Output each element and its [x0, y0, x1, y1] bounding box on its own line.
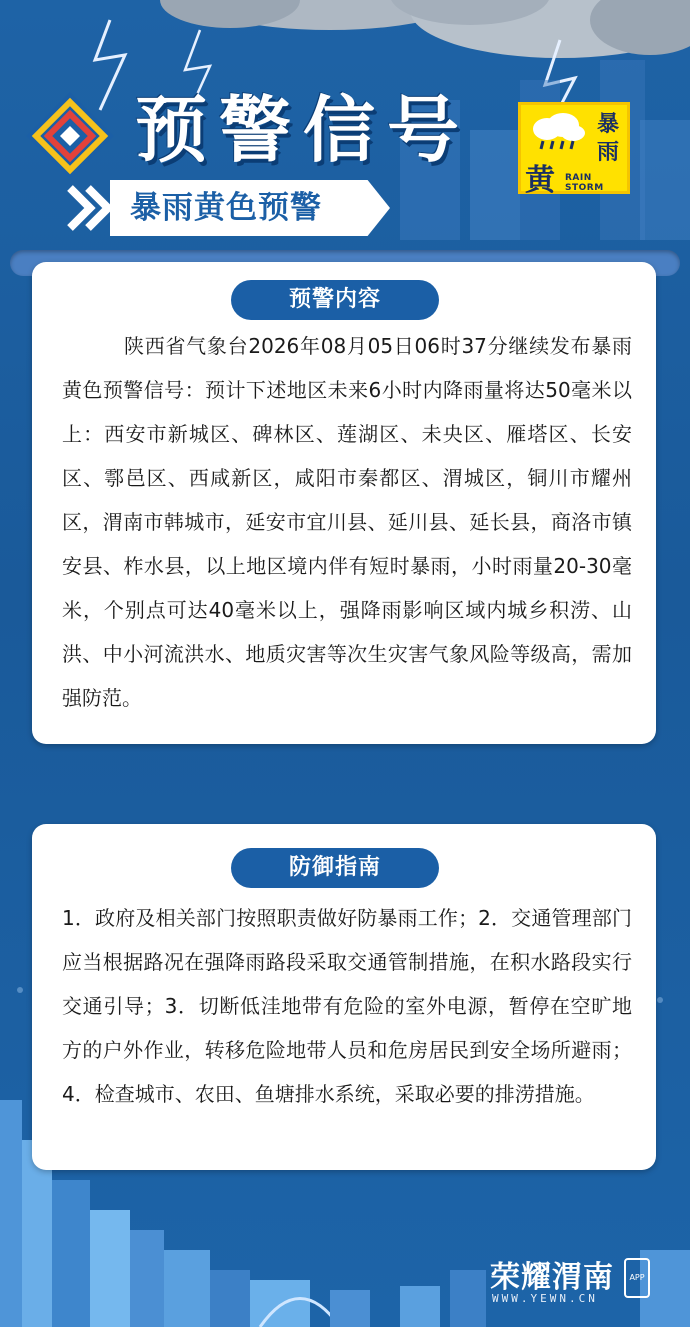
warning-content-heading: 预警内容 — [231, 280, 439, 320]
defense-guide-heading: 防御指南 — [231, 848, 439, 888]
watermark-url: WWW.YEWN.CN — [492, 1292, 598, 1305]
badge-char-rain: 雨 — [597, 140, 620, 165]
watermark — [490, 1252, 660, 1312]
defense-guide-card — [32, 824, 656, 1170]
rain-cloud-icon — [527, 113, 589, 153]
watermark-app-icon: APP — [624, 1258, 650, 1298]
meteorological-logo-icon — [22, 88, 118, 184]
warning-content-text: 陕西省气象台2026年08月05日06时37分继续发布暴雨黄色预警信号：预计下述地区未来6小时内降雨量将达50毫米以上：西安市新城区、碑林区、莲湖区、未央区、雁塔区、长安区、鄠邑区、西咸新区，咸阳市秦都区、渭城区，铜川市耀州区，渭南市韩城市，延安市宜川县、延川县、延长县，商洛市镇安县、柞水县，以上地区境内伴有短时暴雨，小时雨量20-30毫米，个别点可达40毫米以上，强降雨影响区域内城乡积涝、山洪、中小河流洪水、地质灾害等次生灾害气象风险等级高，需加强防范。 — [62, 334, 632, 710]
warning-subtitle: 暴雨黄色预警 — [130, 190, 322, 226]
defense-guide-text: 1．政府及相关部门按照职责做好防暴雨工作；2．交通管理部门应当根据路况在强降雨路段采取交通管制措施，在积水路段实行交通引导；3．切断低洼地带有危险的室外电源，暂停在空旷地方的户外作业，转移危险地带人员和危房居民到安全场所避雨；4．检查城市、农田、鱼塘排水系统，采取必要的排涝措施。 — [62, 906, 632, 1106]
page-title: 预警信号 — [135, 88, 472, 172]
badge-english-label: RAIN STORM — [565, 173, 604, 193]
rainstorm-yellow-badge — [518, 102, 630, 198]
watermark-name: 荣耀渭南 — [490, 1260, 614, 1295]
warning-content-card — [32, 262, 656, 744]
badge-char-yellow: 黄 — [525, 163, 555, 198]
badge-char-storm: 暴 — [597, 112, 620, 137]
